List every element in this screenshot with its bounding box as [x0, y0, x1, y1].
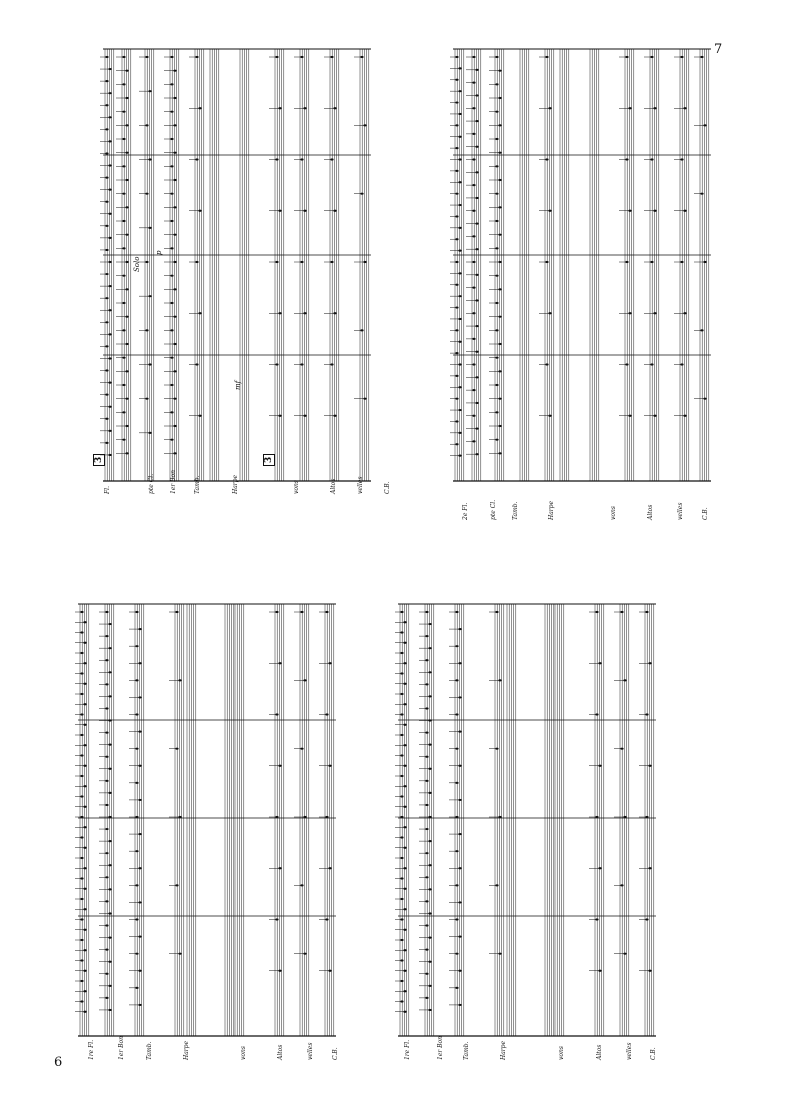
staff — [169, 604, 184, 1036]
staff — [100, 49, 114, 481]
instrument-label: Harpe — [183, 1040, 190, 1060]
instrument-label: vons — [293, 480, 300, 494]
staff — [99, 604, 114, 1036]
score-system-left-top — [75, 600, 350, 1040]
instrument-label: velles — [357, 476, 364, 494]
staff-lines — [100, 45, 385, 485]
instrument-label: C.B. — [650, 1047, 657, 1060]
instrument-label: Altos — [647, 504, 654, 520]
instrument-label: vons — [240, 1046, 247, 1060]
staff — [449, 604, 464, 1036]
staff — [225, 604, 234, 1036]
staff — [235, 604, 244, 1036]
instrument-label: Altos — [596, 1044, 603, 1060]
instrument-label: Altos — [277, 1044, 284, 1060]
instrument-label: C.B. — [702, 507, 709, 520]
staff — [560, 49, 569, 481]
instrument-label: 1er Bon — [437, 1035, 444, 1060]
staff — [269, 604, 284, 1036]
staff — [539, 49, 554, 481]
instrument-label: C.B. — [384, 481, 391, 494]
staff — [644, 49, 659, 481]
staff — [555, 604, 564, 1036]
staff — [589, 604, 604, 1036]
staff — [75, 604, 89, 1036]
instrument-label: Harpe — [548, 500, 555, 520]
instrument-label: Altos — [330, 478, 337, 494]
staff — [489, 604, 504, 1036]
instrument-label: pte Cl. — [148, 473, 155, 494]
instrument-label: Harpe — [232, 474, 239, 494]
instrument-label: Fl. — [104, 486, 111, 494]
right-page-number: 7 — [714, 42, 723, 57]
instrument-label: velles — [677, 502, 684, 520]
score-system-right-top — [100, 45, 385, 485]
staff — [324, 49, 339, 481]
staff — [395, 604, 409, 1036]
staff — [294, 604, 309, 1036]
staff — [294, 49, 309, 481]
instrument-label: Tamb. — [463, 1041, 470, 1060]
staff — [450, 49, 464, 481]
staff — [694, 49, 709, 481]
instrument-label: Tamb. — [512, 501, 519, 520]
staff — [619, 49, 634, 481]
left-page-number: 6 — [54, 1055, 63, 1070]
staff — [466, 49, 481, 481]
instrument-label: Harpe — [500, 1040, 507, 1060]
instrument-label: velles — [307, 1042, 314, 1060]
staff — [545, 604, 554, 1036]
instrument-label: velles — [626, 1042, 633, 1060]
staff — [189, 49, 204, 481]
instrument-label: 1er Bon — [170, 469, 177, 494]
dynamic-marking: mf — [234, 380, 242, 390]
staff — [240, 49, 249, 481]
staff — [116, 49, 131, 481]
instrument-label: Tamb. — [146, 1041, 153, 1060]
staff — [269, 49, 284, 481]
staff — [520, 49, 529, 481]
staff — [489, 49, 504, 481]
staff — [129, 604, 144, 1036]
staff — [614, 604, 629, 1036]
staff — [639, 604, 654, 1036]
instrument-label: pte Cl. — [490, 499, 497, 520]
staff — [354, 49, 369, 481]
instrument-label: C.B. — [332, 1047, 339, 1060]
rehearsal-mark: 3 — [263, 454, 275, 466]
staff — [674, 49, 689, 481]
staff-lines — [450, 45, 720, 485]
staff — [164, 49, 179, 481]
instrument-label: 1re Fl. — [88, 1039, 95, 1060]
staff — [187, 604, 196, 1036]
staff-lines — [395, 600, 670, 1040]
staff-lines — [75, 600, 350, 1040]
staff — [319, 604, 334, 1036]
instrument-label: vons — [610, 506, 617, 520]
score-system-left-bottom — [395, 600, 670, 1040]
rehearsal-mark: 3 — [93, 454, 105, 466]
staff — [139, 49, 154, 481]
staff — [507, 604, 516, 1036]
staff — [419, 604, 434, 1036]
instrument-label: 1re Fl. — [404, 1039, 411, 1060]
solo-marking: Solo — [133, 256, 141, 272]
staff — [210, 49, 219, 481]
staff — [590, 49, 599, 481]
instrument-label: 1er Bon — [118, 1035, 125, 1060]
score-system-right-bottom — [450, 45, 720, 485]
instrument-label: Tamb. — [194, 475, 201, 494]
instrument-label: vons — [558, 1046, 565, 1060]
instrument-label: 2e Fl. — [462, 502, 469, 520]
dynamic-marking: p — [155, 250, 163, 255]
